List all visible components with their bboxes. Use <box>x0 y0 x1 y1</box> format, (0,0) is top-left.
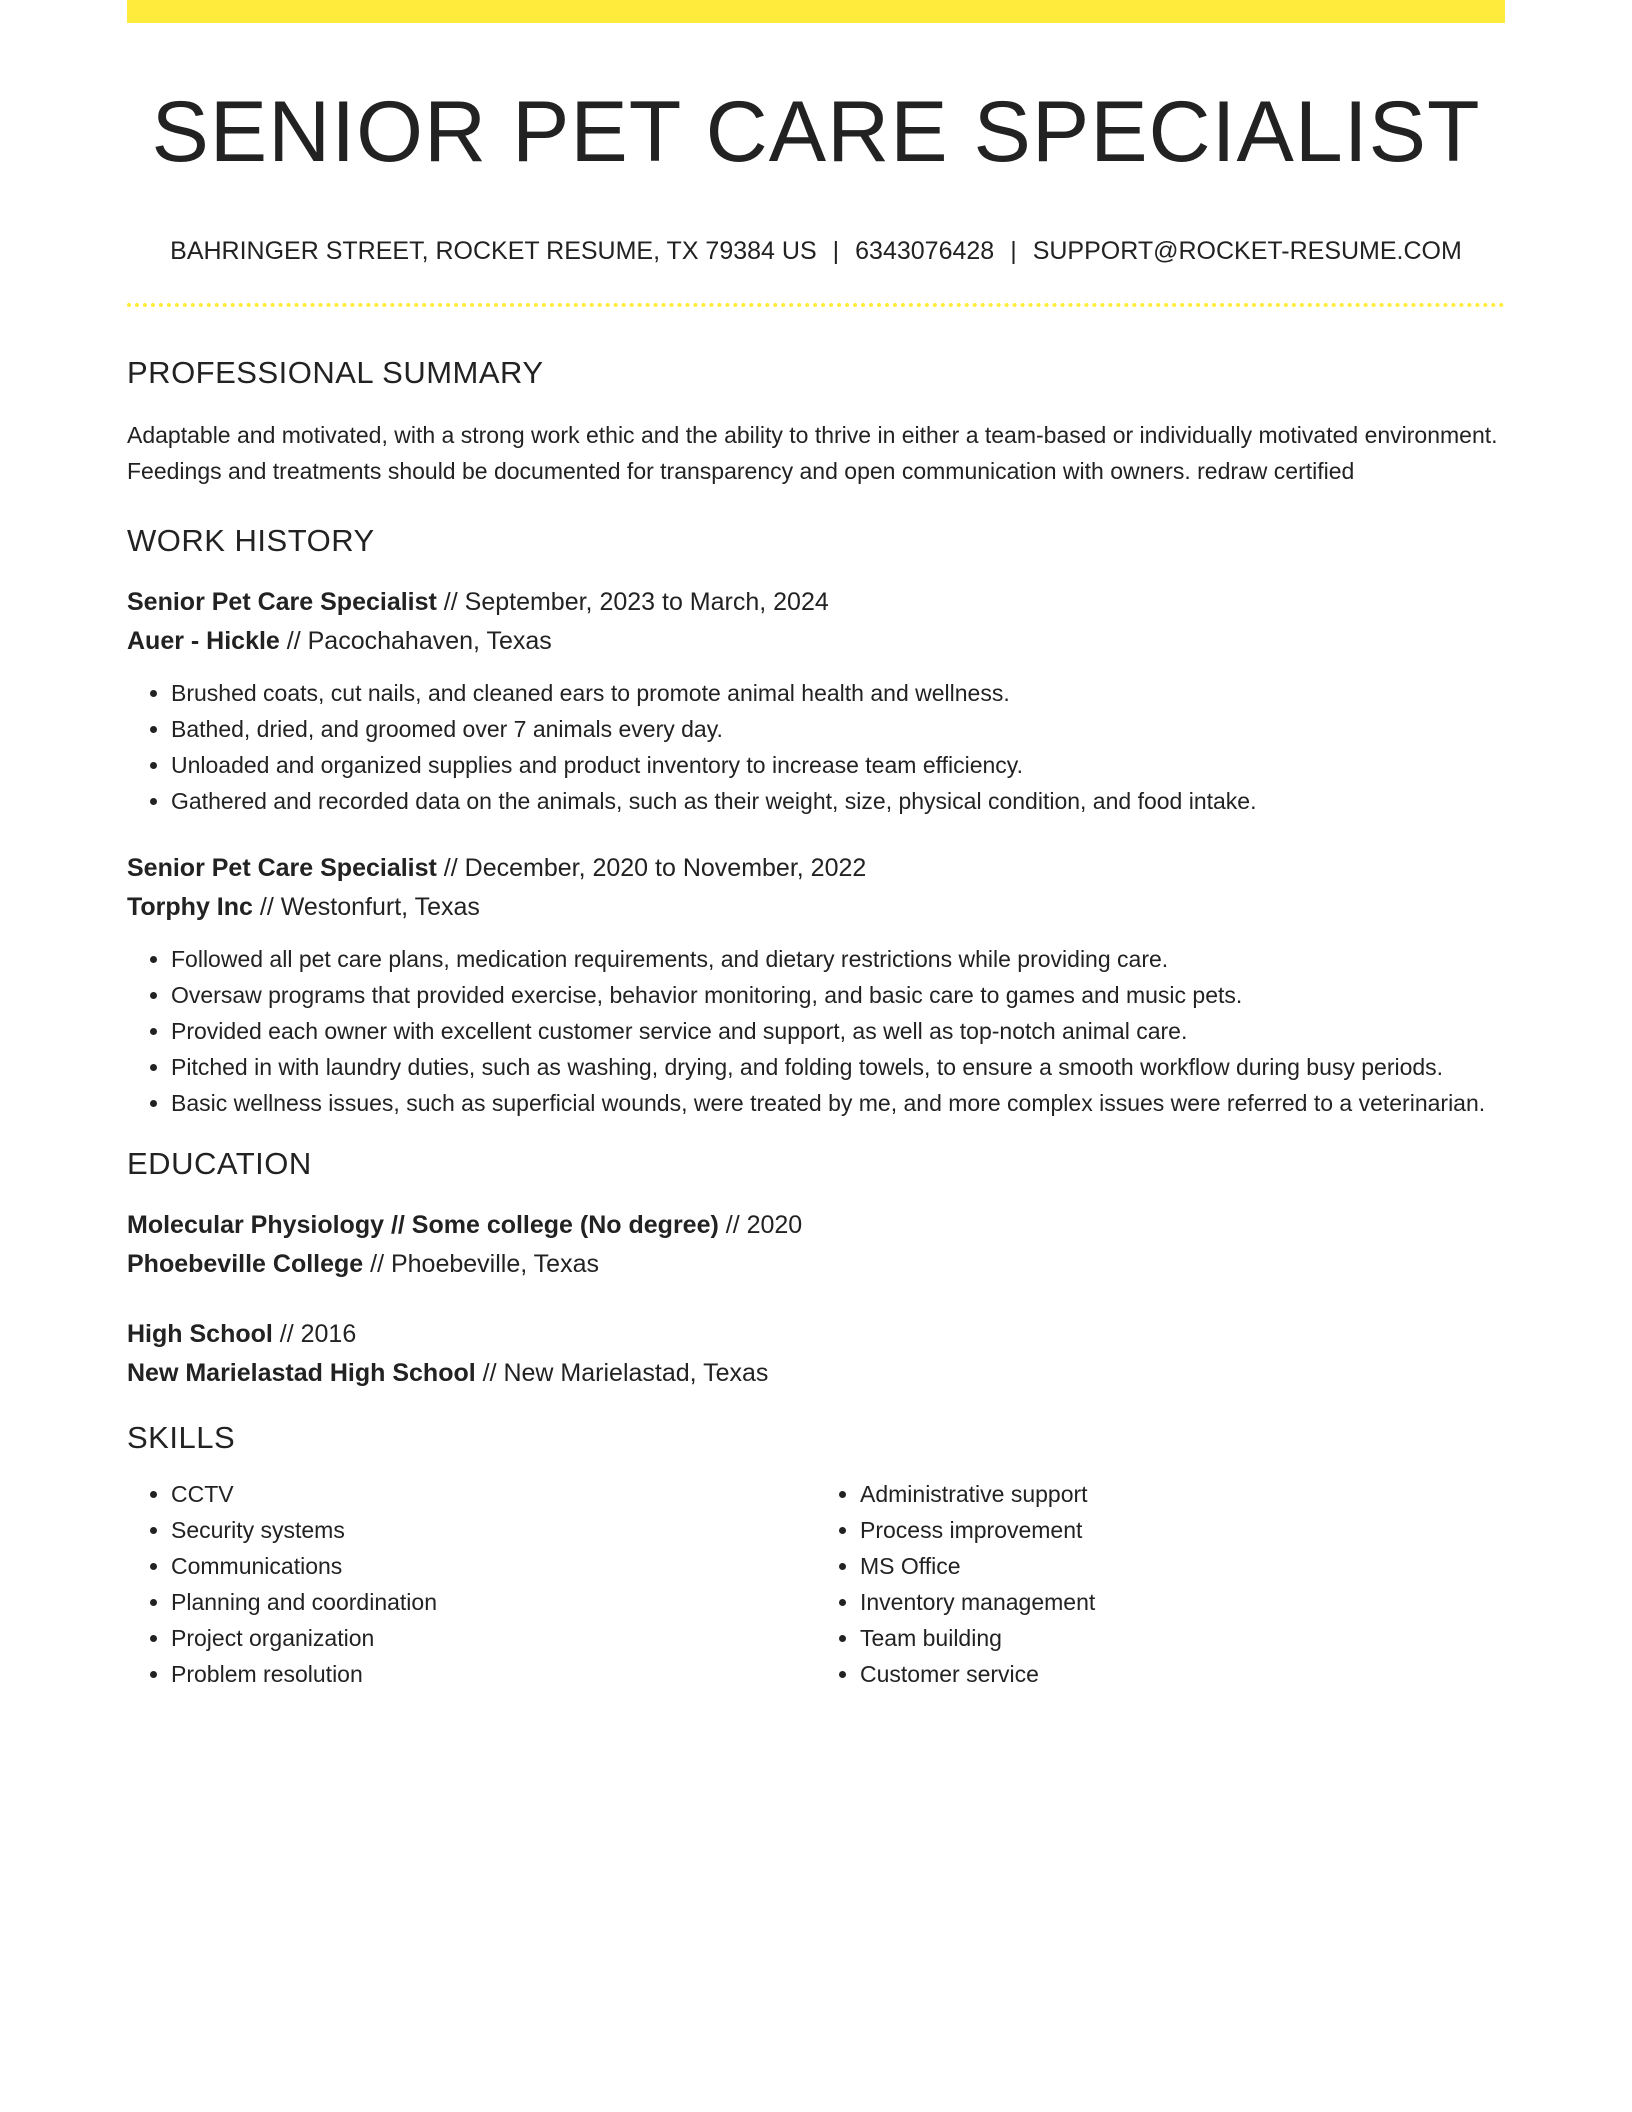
work-history-heading: WORK HISTORY <box>127 522 375 558</box>
job-entry <box>127 849 1505 1121</box>
skill-item: • Inventory management <box>860 1584 1505 1620</box>
skill-item: • Customer service <box>860 1656 1505 1692</box>
education-school-line <box>127 1245 1505 1284</box>
contact-separator: | <box>832 236 840 265</box>
job-bullet: • Followed all pet care plans, medication requirements, and dietary restrictions while providing care. <box>171 941 1505 977</box>
job-bullet-list <box>127 675 1505 819</box>
job-role: Senior Pet Care Specialist <box>127 853 437 882</box>
job-location: // Pacochahaven, Texas <box>279 626 552 655</box>
contact-phone: 6343076428 <box>855 236 995 265</box>
education-location: // New Marielastad, Texas <box>475 1359 769 1388</box>
job-company-line <box>127 888 1505 927</box>
top-accent-bar <box>127 0 1505 23</box>
summary-text: Adaptable and motivated, with a strong work ethic and the ability to thrive in either a team-based or individually motivated environment. Feedings and treatments should be documented for transparency and open communication with owners. redraw certified <box>127 421 1498 484</box>
dotted-divider <box>127 303 1505 307</box>
education-degree: High School <box>127 1320 273 1349</box>
job-bullet: • Unloaded and organized supplies and product inventory to increase team efficiency. <box>171 747 1505 783</box>
job-title-line <box>127 583 1505 622</box>
education-entry <box>127 1206 1505 1284</box>
resume-page <box>127 0 1505 1692</box>
contact-address: BAHRINGER STREET, ROCKET RESUME, TX 79384 US <box>170 236 817 265</box>
education-year: // 2020 <box>718 1211 803 1240</box>
job-bullet-list <box>127 941 1505 1121</box>
skill-item: • MS Office <box>860 1548 1505 1584</box>
skill-item: • Administrative support <box>860 1476 1505 1512</box>
job-bullet: • Bathed, dried, and groomed over 7 animals every day. <box>171 711 1505 747</box>
job-role: Senior Pet Care Specialist <box>127 587 437 616</box>
skill-item: • CCTV <box>171 1476 816 1512</box>
education-school: Phoebeville College <box>127 1250 364 1279</box>
skills-columns <box>127 1476 1505 1692</box>
job-company: Auer - Hickle <box>127 626 280 655</box>
contact-separator: | <box>1010 236 1017 265</box>
education-school: New Marielastad High School <box>127 1359 476 1388</box>
skill-item: • Process improvement <box>860 1512 1505 1548</box>
job-bullet: • Gathered and recorded data on the animals, such as their weight, size, physical condition, and food intake. <box>171 783 1505 819</box>
contact-line <box>127 236 1505 266</box>
job-dates: // December, 2020 to November, 2022 <box>436 853 867 882</box>
job-bullet: • Pitched in with laundry duties, such as washing, drying, and folding towels, to ensure a smooth workflow during busy periods. <box>171 1049 1505 1085</box>
summary-heading: PROFESSIONAL SUMMARY <box>127 354 544 390</box>
job-entry <box>127 583 1505 819</box>
education-degree-line <box>127 1206 1505 1245</box>
education-degree-line <box>127 1315 1505 1354</box>
skills-list-right <box>816 1476 1505 1692</box>
job-location: // Westonfurt, Texas <box>252 892 480 921</box>
job-bullet: • Basic wellness issues, such as superficial wounds, were treated by me, and more complex issues were referred to a veterinarian. <box>171 1085 1505 1121</box>
job-bullet: • Provided each owner with excellent customer service and support, as well as top-notch animal care. <box>171 1013 1505 1049</box>
skill-item: • Security systems <box>171 1512 816 1548</box>
education-degree: Molecular Physiology // Some college (No degree) <box>127 1211 719 1240</box>
skills-list-left <box>127 1476 816 1692</box>
education-location: // Phoebeville, Texas <box>363 1250 599 1279</box>
contact-email: SUPPORT@ROCKET-RESUME.COM <box>1032 236 1462 265</box>
job-company: Torphy Inc <box>127 892 253 921</box>
skill-item: • Problem resolution <box>171 1656 816 1692</box>
job-bullet: • Oversaw programs that provided exercise, behavior monitoring, and basic care to games and music pets. <box>171 977 1505 1013</box>
skill-item: • Planning and coordination <box>171 1584 816 1620</box>
skill-item: • Team building <box>860 1620 1505 1656</box>
job-bullet: • Brushed coats, cut nails, and cleaned ears to promote animal health and wellness. <box>171 675 1505 711</box>
education-entry <box>127 1315 1505 1393</box>
job-company-line <box>127 622 1505 661</box>
education-year: // 2016 <box>272 1320 357 1349</box>
job-dates: // September, 2023 to March, 2024 <box>436 587 829 616</box>
resume-name: SENIOR PET CARE SPECIALIST <box>151 84 1481 180</box>
skill-item: • Communications <box>171 1548 816 1584</box>
job-title-line <box>127 849 1505 888</box>
skill-item: • Project organization <box>171 1620 816 1656</box>
education-school-line <box>127 1354 1505 1393</box>
education-heading: EDUCATION <box>127 1145 312 1181</box>
skills-heading: SKILLS <box>127 1420 236 1456</box>
